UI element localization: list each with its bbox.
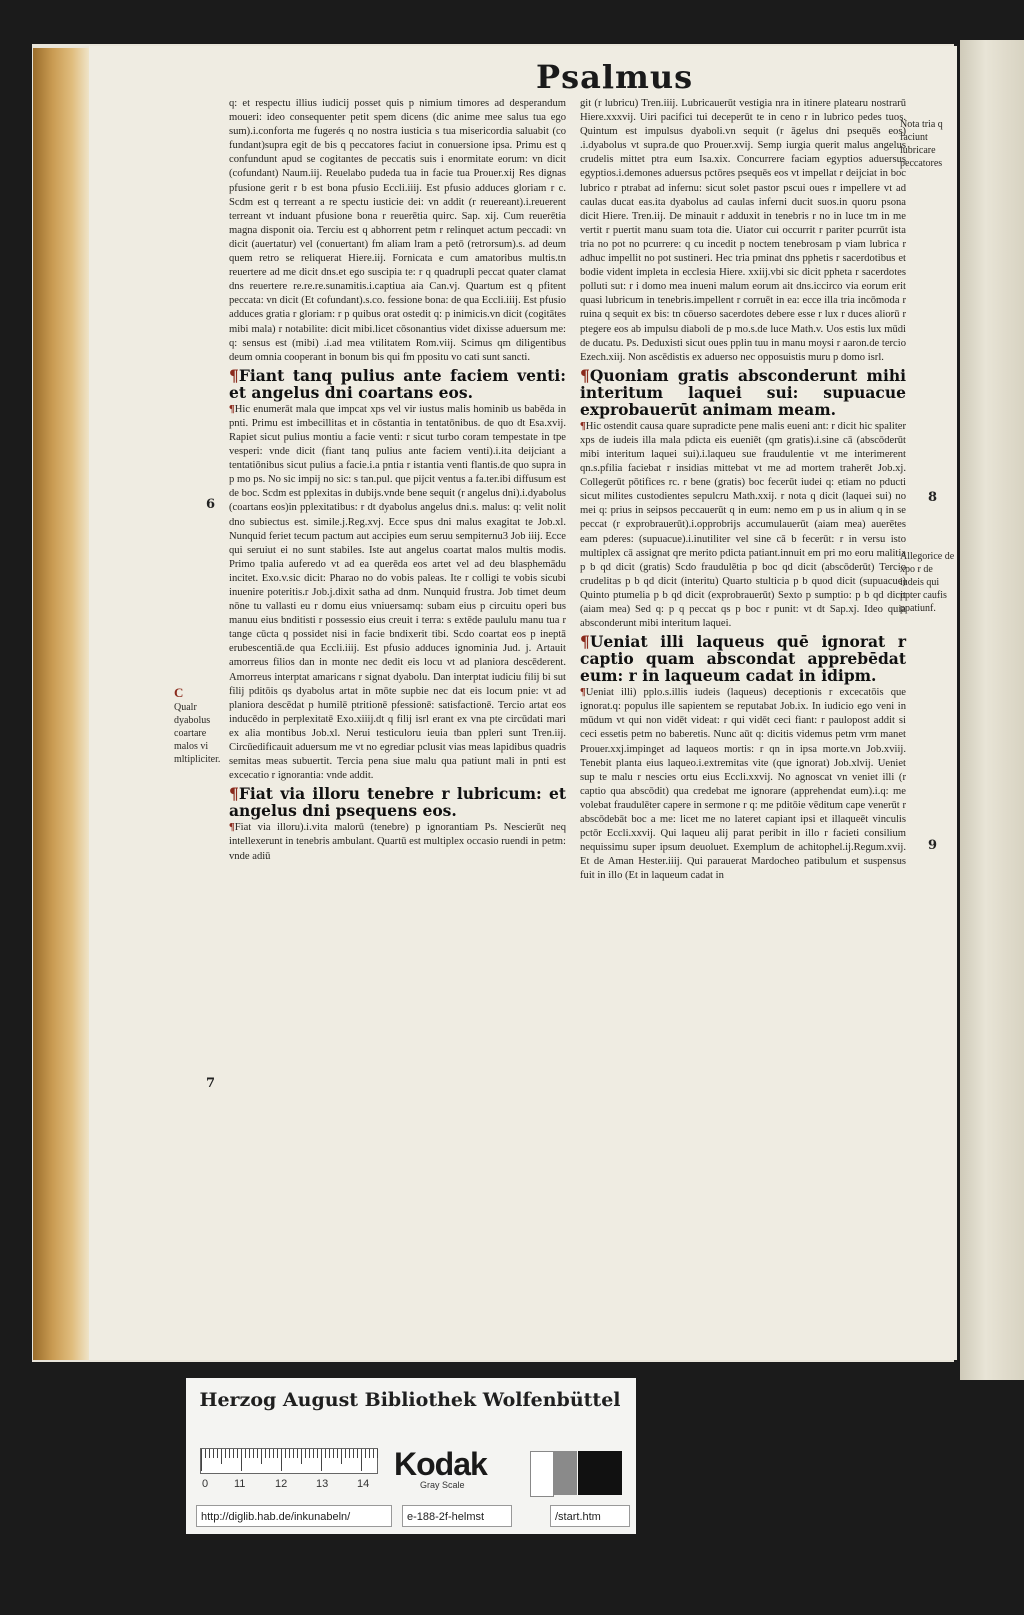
ruler-tick xyxy=(257,1449,258,1458)
ruler-tick xyxy=(361,1449,362,1471)
start-file-label: /start.htm xyxy=(550,1505,630,1527)
verse-number: 9 xyxy=(928,838,938,853)
gray-swatch-white xyxy=(530,1451,554,1497)
ruler-tick xyxy=(277,1449,278,1458)
pilcrow-icon: ¶ xyxy=(229,784,239,804)
pilcrow-icon: ¶ xyxy=(580,365,590,385)
ruler-tick xyxy=(213,1449,214,1458)
left-paragraph-2: ¶Hic enumerāt mala que impcat xps vel vir iustus malis hominib us babēda in pnti. Primu est imbecillitas et in cōstantia in tentatōnibus. de quo dt Esa.xvij. Rapiet sicut pulius montiu a facie venti: r sicut turbo coram tempestate in tpe vesperi: vnde dicit (fiant tanq pulius ante faciem venti).i.ita deijciant a tentatiōnibus sicut pulius a facie.i.a pntia r istantia venti flantis.de quo supra in p mo ps. No sic impij no sic: s tan.pul. que pijcit ventus a fa.ter.ibi diffusum est de boc. Scdm est pplexitas in dubijs.vnde bene sequit (r angelus dni).i.dyabolus (coartans eos)in pplexitatibus: r dt dyabolus angelus dni.s. malus: q: velit nolit dno subiectus est. simile.j.Reg.xvj. Ecce spus dni malus exagitat te Job.xl. Nunquid feriet tecum pactum aut accipies eum seruu sempiternu3 Job iiij. Ecce qui seruiut ei no sunt stabiles. Iste aut angelus coartat malos multis modis. Primo tpalia auferedo vt ad ea querēda eos artet vel ad deu blasphemādu incitet. Exo.v.sic dicit: Pharao no do vobis paleas. Ite r colligi te vobis sicubi inuenire poteritis.r Job.j.dixit satha ad dnm. Nunquid frustra. Job timet deum nōne tu vallasti eu r domu eius vniuersamq: subam eius p circuitu operi bus manuu eius bnditisti r possessio eius creuit i terra: s extēde paululu manu tua r tange cūcta q possidet nisi in facie bndixerit tibi. Scdo coartat eos p ineptā erubescentiā.de qua Eccli.iiij. Est pfusio adduces ignominia Jud. j. Artauit amorreus filios dan in monte nec dedit eis locu vt ad planiora descēderent. Amorreus interptat amaricans r signat dyabolu. Dan interptat iudiciu filij bi sut filij pditōis qs dyabolus artat in mōte supbie nec dat eis locum pnie: vt ad planiora descēdat p humilē ptritionē pfessionē: satisfactionē. Tercio artat eos inducēdo in perplexitatē Exo.xiiij.dt q filij isrl erant ex vna pte circūdati mari ex alia montibus Job.xl. Nerui testiculoru ieuia tban ppleri sunt Tren.iij. Circūedificauit aduersum me vt no egrediar pclusit vias meas lapidibus quadris semitas meas subuertit. Tercia pena siue malu qua patiunt mali in pnti est excecatio r ignorantia: vnde addit. xyxy=(229,403,566,782)
ruler-tick xyxy=(205,1449,206,1458)
ruler-tick xyxy=(317,1449,318,1458)
ruler-number: 0 xyxy=(202,1478,209,1490)
ruler-tick xyxy=(217,1449,218,1458)
left-paragraph-3: ¶Fiat via illoru).i.vita malorū (tenebre) p ignorantiam Ps. Nescierūt neq intellexerunt in tenebris ambulant. Quartū est multiplex occasio ruendi in petm: vnde adiū xyxy=(229,822,566,862)
ruler-tick xyxy=(369,1449,370,1458)
verse-number: 7 xyxy=(206,1076,216,1091)
pilcrow-icon: ¶ xyxy=(580,687,586,699)
ruler-tick xyxy=(281,1449,282,1471)
right-margin-note-allegorice: Allegorice de xpo r de iudeis qui ppter caufis ppatiunf. xyxy=(900,551,955,614)
ruler-number: 12 xyxy=(275,1478,288,1490)
shelfmark-label: e-188-2f-helmst xyxy=(402,1505,512,1527)
pilcrow-icon: ¶ xyxy=(229,365,239,385)
right-paragraph-3: ¶Ueniat illi) pplo.s.illis iudeis (laqueus) deceptionis r excecatōis que ignorat.q: populus ille sapientem se reputabat Job.ix. In iudicio ego veni in mūdum vt qui non vidēt videat: r qui vidēt ceci fiant: r paulopost addit si ceci essetis petm no baberetis. Nunc aūt q: dicitis videmus petm vrm manet Prouer.xxj.impinget ad laqueos mortis: r qn in ipsa morte.vn Job.xviij. Tenebit planta eius laqueo.i.extremitas vite (que ignorat) Job.xlvij. Ueniet sup te malu r nescies ortu eius Eccli.xxvij. No agnoscat vn veniet illi (r captio qua abscōdit) qua credebat me ignorare (apprehendat eum).i.q: me volebat fraudulēter capere in sermone r q: me pditōie vēditum cape venerūt r abscōdebāt boc a me: licet me no lateret capiant ipsi et illaqueēt vinculis pctōr Eccli.xxvij. Qui laqueu alij parat peribit in illo r facieti consilium nequissimu super ipsum deuoluet. Exemplum de achitophel.ij.Regum.xvij. Et de Aman Hester.iiij. Qui parauerat Mardocheo patibulum et suspensus fuit in illo (Et in laqueum cadat in xyxy=(580,687,906,882)
pilcrow-icon: ¶ xyxy=(580,632,590,652)
gray-swatch-mid xyxy=(553,1451,577,1495)
left-paragraph-1: q: et respectu illius iudicij posset quis p nimium timores ad desperandum moueri: ideo consequenter petit spem dicens (dic anime mee salus tua ego sum).i.conforta me fugerés q no nostra iusticia s tua misericordia saluabit (co fundant)supra egit de bis q peccatores faciut in conuersione ipsa. Primu est q confundunt apud se cogitantes de peccatis suis i enormitate eorum: vn dicit (cofundant) Naum.iij. Reuelabo pudeda tua in facie tua Prouer.xij Res dignas pfusione gerit r b est bona pfusio Eccli.iiij. Est pfusio adduces gloriam r c. Scdm est q terreant a re spectu iusticie dei: vn addit (r reuereant).i.reuerent terreant vt induant pfusione bona r reuerētia quirc. Sap. xij. Cum reuerētia magna disponit oia. Terciu est q abhorrent petm r relinquet actum peccadi: vn dicit (auertatur) vel (conuertant) fm aliam lram a petō (retrorsum).s. ad deum quem retro se reliquerat Hiere.iij. Fornicata e cum amatoribus multis.tn reuertere ad me dicit dns.et ego suscipia te: r q quadrupli peccat quater clamat dns reuertere re.re.re.sunamitis.i.captiua aia Can.vj. Quartum est q pfitent peccata: vn dicit (Et cofundant).s.co. fessione bona: de qua Eccli.iiij. Est pfusio adduces gratia r gloriam: r p quibus orat ostedit q: p inimicis.vn dicit (cogitātes mibi mala) r notabilite: dicit mibi.licet cōsonantius videt dixisse aduersum me: q: sensus est (mibi) .i.ad mea vtilitatem Rom.viij. Scimus qm diligentibus deum omnia cooperant in bonum bis qui fm ppositu vo cati sunt sancti. xyxy=(229,98,566,363)
ruler-tick xyxy=(221,1449,222,1464)
gray-scale-label: Gray Scale xyxy=(420,1480,465,1490)
ruler-tick xyxy=(233,1449,234,1458)
ruler-tick xyxy=(297,1449,298,1458)
page-gilt-edge xyxy=(33,48,89,1360)
pilcrow-icon: ¶ xyxy=(580,420,586,432)
ruler-tick xyxy=(321,1449,322,1471)
ruler-tick xyxy=(301,1449,302,1464)
ruler-tick xyxy=(289,1449,290,1458)
ruler-tick xyxy=(365,1449,366,1458)
ruler-tick xyxy=(305,1449,306,1458)
pilcrow-icon: ¶ xyxy=(229,403,235,415)
ruler-tick xyxy=(241,1449,242,1471)
ruler-number: 11 xyxy=(234,1478,246,1490)
ruler-tick xyxy=(245,1449,246,1458)
ruler-tick xyxy=(341,1449,342,1464)
ruler-number: 13 xyxy=(316,1478,329,1490)
ruler-tick xyxy=(309,1449,310,1458)
scale-ruler xyxy=(200,1448,378,1474)
ruler-tick xyxy=(337,1449,338,1458)
lemma-verse-8: ¶Quoniam gratis absconderunt mihi interitum laquei sui: supuacue exprobauerūt animam meam. xyxy=(580,365,906,419)
ruler-tick xyxy=(209,1449,210,1458)
right-paragraph-1: git (r lubricu) Tren.iiij. Lubricauerūt vestigia nra in itinere platearu nostrarū Hiere.xxxvij. Uiri pacifici tui deceperūt te in ceno r in lubrico pedes tuos. Quintum est impulsus dyaboli.vn sequit (r āgelus dni psequēs eos) .i.dyabolus vt supra.de quo Prouer.xvij. Semp iurgia querit malus angelus crudelis mittet ptra eum Isa.xix. Concurrere faciam egyptios aduersus egyptios.i.demones aduersus pctōres psequēs eos vt impellat r deijciat in boc lubrico r ptrabat ad infernu: sicut solet pastor pscui oues r impellere vt ad caulas ducat eas.ita dyabolus ad caulas inferni ducit suos.in quoru psona dicit Hiere. Tren.iij. De minauit r adduxit in tenebris r no in luce tm in me vertit r puertit manu suam tota die. Uiator cui occurrit r pariter pcurrūt ista tria no pot no pcurrere: q cu incedit p noctem tenebrosam p viam lubrica r adhuc impellit no pot sustineri. Hec tria pminat dns pphetis r sacerdotibus et bodie vident impleta in ecclesia Hiere. xxiij.vbi sic dicit ppheta r sacerdotes polluti sut: r i domo mea inueni malum eorum ait dns.iccirco via eorum erit quasi lubricum in tenebris.impellent r corruēt in ea: ecce illa tria incōmoda r ruina q sequit ex bis: tn cōuerso sacerdotes debere esse r lux r duces aliorū r ptegere eos ab impulsu diaboli de p mo.s.de luce Math.v. Uos estis lux mūdi de ducatu. Ps. Deduxisti sicut oues pplin tuu in manu moysi r aaron.de tercio Ezech.xiij. Non ascēdistis ex aduerso nec opposuistis muru p domo isrl. xyxy=(580,98,906,363)
kodak-logo: Kodak xyxy=(394,1446,487,1482)
ruler-tick xyxy=(349,1449,350,1458)
library-name: Herzog August Bibliothek Wolfenbüttel xyxy=(199,1389,621,1411)
ruler-tick xyxy=(249,1449,250,1458)
ruler-tick xyxy=(353,1449,354,1458)
ruler-tick xyxy=(269,1449,270,1458)
ruler-tick xyxy=(225,1449,226,1458)
ruler-tick xyxy=(373,1449,374,1458)
gray-swatch-black xyxy=(578,1451,622,1495)
right-text-column xyxy=(580,97,906,884)
ruler-number: 14 xyxy=(357,1478,370,1490)
paragraph-mark-icon: C xyxy=(174,685,184,700)
ruler-tick xyxy=(285,1449,286,1458)
ruler-tick xyxy=(229,1449,230,1458)
verse-number: 8 xyxy=(928,490,938,505)
ruler-tick xyxy=(201,1449,202,1471)
left-margin-note: C Qualr dyabolus coartare malos vi mltipliciter. xyxy=(174,685,221,765)
left-text-column xyxy=(229,97,566,864)
url-label: http://diglib.hab.de/inkunabeln/ xyxy=(196,1505,392,1527)
ruler-tick xyxy=(329,1449,330,1458)
right-margin-note-lubricare: Nota tria q faciunt lubricare peccatores xyxy=(900,119,943,169)
ruler-tick xyxy=(345,1449,346,1458)
ruler-tick xyxy=(273,1449,274,1458)
verse-number: 6 xyxy=(206,497,216,512)
ruler-tick xyxy=(313,1449,314,1458)
ruler-tick xyxy=(377,1449,378,1458)
facing-page xyxy=(960,40,1024,1380)
ruler-tick xyxy=(237,1449,238,1458)
ruler-tick xyxy=(253,1449,254,1458)
ruler-tick xyxy=(357,1449,358,1458)
pilcrow-icon: ¶ xyxy=(229,822,235,834)
right-paragraph-2: ¶Hic ostendit causa quare supradicte pene malis eueni ant: r dicit hic spaliter xps de iudeis illa mala pdicta eis eueniēt (qm gratis).i.sine cā (abscōderūt mibi interitum laquei sui).i.laqueu sue fraudulentie vt me interimerent qn.s.pfilia faciebat r insidias mittebat vt me ad mortem traherēt Job.xj. Collegerūt pōtifices rc. r bene (gratis) boc fecerūt iudei q: etiam no pducti sicut milites custodientes sepulcru Math.xxij. r nota q dicit (laquei sui) no mei q: prius in seipsos peccauerūt q in eum: nemo em p us in alium q in se peccat (r exprobrauerūt).i.opprobrijs accumulauerūt (aiam mea) auerētes eam pderes: (supuacue).i.inutiliter vel sine cā b fecerūt: r in versu isto multiplex cā assignat qre merito pdicta patiant.innuit em pri mo eoru malitia p b qd dicit (gratis) Scdo fraudulētia p boc qd dicit (abscōderūt) Tercio crudelitas p b qd dicit (interitu) Quarto stulticia p b quod dicit (supuacue) Quinto ptumelia p b qd dicit (exprobrauerūt) Sexto p sumptio: p b qd dicit (aiam mea) Sed q: p q peccat qs p boc r punit: vt dt Sap.xj. Ideo quia absconderunt mibi interitum laquei. xyxy=(580,420,906,630)
lemma-verse-6: ¶Fiant tanq pulius ante faciem venti: et angelus dni coartans eos. xyxy=(229,365,566,402)
lemma-verse-9: ¶Ueniat illi laqueus quē ignorat r captio quam abscondat apprebēdat eum: r in laqueum cadat in idipm. xyxy=(580,632,906,686)
ruler-tick xyxy=(261,1449,262,1464)
ruler-tick xyxy=(325,1449,326,1458)
ruler-tick xyxy=(293,1449,294,1458)
lemma-verse-7: ¶Fiat via illoru tenebre r lubricum: et angelus dni psequens eos. xyxy=(229,784,566,821)
ruler-tick xyxy=(333,1449,334,1458)
running-head: Psalmus xyxy=(536,58,694,96)
ruler-tick xyxy=(265,1449,266,1458)
